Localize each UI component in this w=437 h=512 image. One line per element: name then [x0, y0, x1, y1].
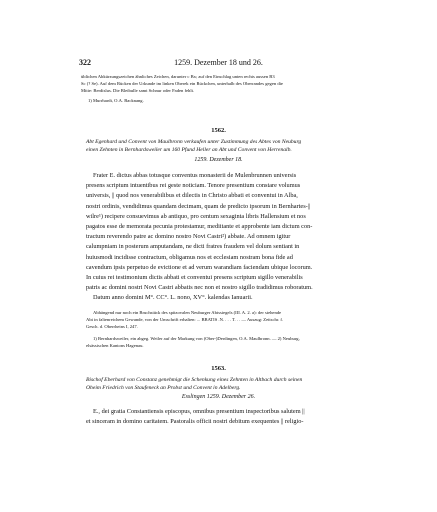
document-number-1563: 1563.: [211, 365, 226, 372]
regest-1563: [0, 376, 348, 392]
running-head: 1259. Dezember 18 und 26.: [174, 58, 263, 67]
note-line: Abhängend nur noch ein Bruchstück des spitzovalen Neuburger Abtssiegels (III. A. 2. a): der stehende: [93, 310, 282, 315]
text-1562: [0, 171, 350, 303]
regest-1562: [0, 138, 348, 154]
regest-line: Abt Egenhard und Convent von Maulbronn verkaufen unter Zustimmung des Abtes von Neuburg: [86, 139, 302, 145]
text-line: calumpniam in posterum amputandam, ne dicti fratres fraudem vel dolum sentiant in: [86, 243, 300, 251]
text-1563: [0, 407, 350, 427]
text-line: tractum reverendo patre ac domino nostro Novi Castri²) abbate. Ad omnem igitur: [86, 233, 291, 241]
text-line: In cuius rei testimonium dictis abbati et conventui presens scriptum sigillo venerabilis: [86, 273, 303, 281]
text-line: cavendum ipsis perpetuo de evictione et ad verum warandiam faciendam ubique locorum.: [86, 263, 313, 271]
text-line: et sinceram in domino caritatem. Pastoralis officii nostri debitum exequentes || religio-: [86, 418, 304, 426]
footnote-line: 1) Murrhardt, O.A. Backnang.: [88, 98, 144, 103]
text-line: pagatos esse de memorata pecunia protestamur, mediitante et approbente iam dictum con-: [86, 222, 313, 230]
note-line: Sc (? Se). Auf dem Rücken der Urkunde im linken Oberek ein Rückchen, unterhalb des Oberrandes gegen die: [81, 81, 283, 86]
notes-1562: [0, 309, 352, 330]
note-line: Gesch. d. Oberrheins I, 247.: [86, 324, 138, 329]
text-line: presens scriptum intuentibus rei geste noticiam. Tenore presentium constare volumus: [86, 182, 301, 190]
text-line: nostri ordinis, vendidimus quandam decimam, quam de predicto ipsorum in Bernhartes-||: [86, 202, 311, 210]
note-line: üblichen Abkürzungszeichen ähnliches Zeichen, darunter c Bx; auf den Einschlag unten rechts aussen B3: [81, 74, 275, 79]
regest-line: Bischof Eberhard von Constanz genehmigt die Schenkung eines Zehnten in Altbach durch seinen: [86, 377, 303, 383]
page-number: 322: [79, 58, 91, 67]
footnotes-1562: [0, 335, 352, 349]
text-line: Frater E. dictus abbas totusque conventus monasterii de Mulenbrunnen universis: [93, 172, 297, 179]
text-line: universis, || quod nos venerabilibus et dilectis in Christo abbati et conventui in Alba,: [86, 192, 298, 200]
date-1562: 1259. Dezember 18.: [194, 157, 243, 163]
footnote-line: elsässischen Kantons Hagenau.: [86, 343, 144, 348]
text-line: patris ac domini nostri Novi Castri abbatis nec non et nostro sigillo tradidimus roboratum.: [86, 284, 313, 292]
date-1563: Esslingen 1259. Dezember 26.: [181, 394, 256, 400]
regest-line: Oheim Friedrich von Staufeneck an Probst und Convent in Adelberg.: [86, 385, 241, 391]
text-line: huiusmodi incidisse contractum, obligamus nos et ecclesiam nostram bona fide ad: [86, 253, 293, 261]
note-line: Mitte: Berdislus. Die Bleibulle samt Schnur oder Faden fehlt.: [81, 88, 195, 93]
regest-line: einen Zehnten in Bernhardsweiler um 160 Pfund Heller an Abt und Convent von Herrenalb.: [86, 147, 292, 153]
text-line: wilre¹) recipere consuevimus ab antiquo, pro centum sexaginta libris Hallensium et nos: [86, 212, 306, 220]
note-line: Abt in faltenreichem Gewande, von der Umschrift erhalten: ... BBATIS .N. . . . T. . . — Auszug: Zeitschr. f.: [86, 317, 284, 322]
page-header: [0, 57, 437, 69]
notes-top: [0, 73, 356, 104]
text-line: Datum anno domini M°. CC°. L. nono, XV°. kalendas Ianuarii.: [93, 294, 253, 302]
text-line: E., dei gratia Constantiensis episcopus, omnibus presentium inspectoribus salutem ||: [93, 408, 305, 415]
document-number-1562: 1562.: [211, 127, 226, 134]
footnote-line: 1) Bernhardsweiler, ein abgeg. Weiler auf der Markung von (Ober-)Derdingen, O.A. Maulbronn. — 2) Neuburg,: [93, 336, 300, 341]
